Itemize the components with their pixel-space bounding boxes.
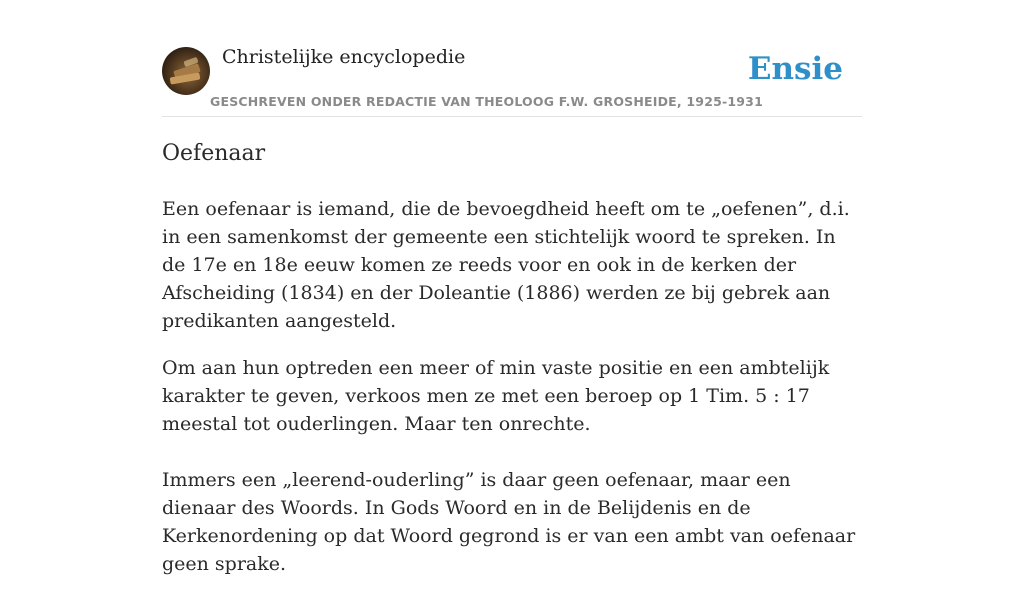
article (162, 138, 862, 597)
article-title: Oefenaar (162, 141, 266, 166)
site-header (162, 46, 862, 117)
article-paragraph: Een oefenaar is iemand, die de bevoegdheid heeft om te „oefenen”, d.i. in een samenkomst der gemeente een stichtelijk woord te spreken. In de 17e en 18e eeuw komen ze reeds voor en ook in de kerken der Afscheiding (1834) en der Doleantie (1886) werden ze bij gebrek aan predikanten aangesteld. (162, 198, 850, 332)
site-name-link[interactable]: Christelijke encyclopedie (222, 46, 466, 68)
brand-logo-link[interactable]: Ensie (747, 51, 843, 87)
site-subtitle: GESCHREVEN ONDER REDACTIE VAN THEOLOOG F.W. GROSHEIDE, 1925-1931 (210, 94, 763, 109)
article-paragraph: Om aan hun optreden een meer of min vaste positie en een ambtelijk karakter te geven, verkoos men ze met een beroep op 1 Tim. 5 : 17 meestal tot ouderlingen. Maar ten onrechte. (162, 357, 830, 435)
site-logo-avatar[interactable] (162, 47, 210, 95)
article-paragraph: Immers een „leerend-ouderling” is daar geen oefenaar, maar een dienaar des Woords. In Gods Woord en in de Belijdenis en de Kerkenordening op dat Woord gegrond is er van een ambt van oefenaar geen sprake. (162, 469, 856, 575)
